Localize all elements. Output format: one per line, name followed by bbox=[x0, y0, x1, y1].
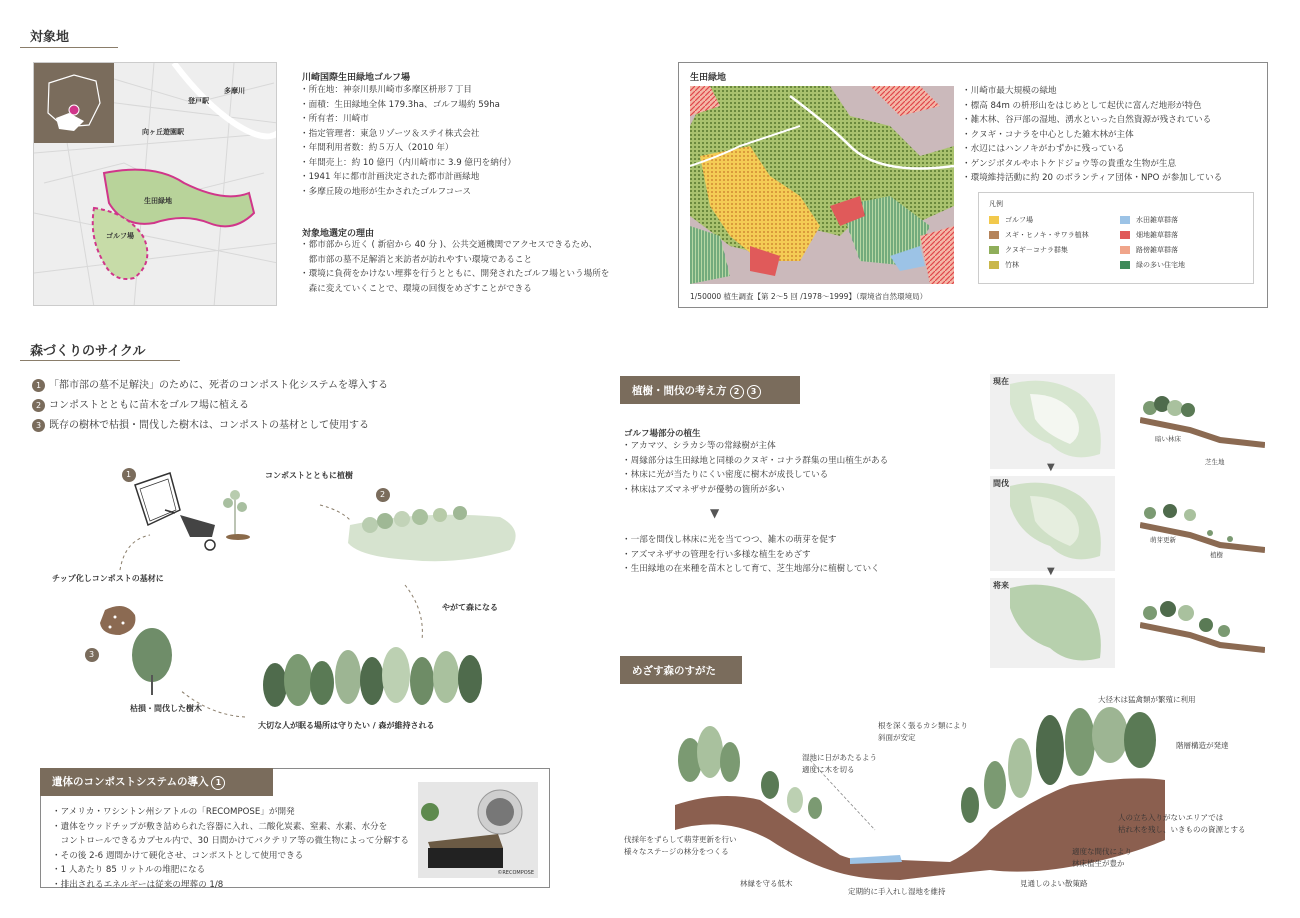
map-label-golf: ゴルフ場 bbox=[106, 232, 134, 240]
cycle-badge-3: 3 bbox=[89, 650, 95, 659]
note-big-tree: 大径木は猛禽類が繁殖に利用 bbox=[1098, 695, 1196, 704]
legend-field: 畑地雑草群落 bbox=[1120, 230, 1243, 240]
section-underline bbox=[20, 47, 118, 48]
reason-heading: 対象地選定の理由 bbox=[302, 229, 375, 239]
stage-now-note-a: 暗い林床 bbox=[1155, 435, 1181, 443]
stage-arrow-1: ▼ bbox=[1047, 462, 1055, 473]
site-heading: 川崎国際生田緑地ゴルフ場 bbox=[302, 73, 411, 83]
cycle-step-1: 1 「都市部の墓不足解決」のために、死者のコンポスト化システムを導入する bbox=[32, 376, 388, 396]
compost-title: 遺体のコンポストシステムの導入 1 bbox=[40, 768, 273, 796]
planting-heading: ゴルフ場部分の植生 bbox=[624, 429, 701, 439]
wheelbarrow-icon bbox=[165, 510, 215, 550]
note-thin: 適度な間伐により 林床植生が豊か bbox=[1072, 847, 1132, 868]
stage-thin-section bbox=[1140, 495, 1265, 555]
stage-thin-label: 間伐 bbox=[993, 479, 1009, 488]
note-edge: 林縁を守る低木 bbox=[740, 879, 793, 888]
planting-title: 植樹・間伐の考え方 2 3 bbox=[620, 376, 800, 404]
recompose-photo: ©RECOMPOSE bbox=[418, 782, 538, 878]
stage-future-map bbox=[990, 578, 1115, 668]
cycle-badge-1: 1 bbox=[126, 470, 132, 479]
legend-box: 凡例 ゴルフ場 水田雑草群落 スギ・ヒノキ・サワラ植林 畑地雑草群落 クヌギ－コナラ群集 路傍雑草群落 竹林 緑の多い住宅地 bbox=[978, 192, 1254, 284]
goal-title: めざす森のすがた bbox=[620, 656, 742, 684]
forest-cross-section bbox=[610, 690, 1290, 910]
cycle-label-plant: コンポストとともに植樹 bbox=[265, 471, 353, 480]
site-facts: ・所在地：神奈川県川崎市多摩区枡形７丁目 ・面積：生田緑地全体 179.3ha、ゴルフ場約 59ha ・所有者：川崎市 ・指定管理者：東急リゾーツ＆ステイ株式会社 ・年間利用者数：約５万人（2010 年） ・年間売上：約 10 億円（内川崎市に 3.9 億円を納付） ・1941 年に都市計画決定された都市計画緑地 ・多摩丘陵の地形が生かされたゴルフコース bbox=[300, 85, 516, 197]
cycle-step-2: 2 コンポストとともに苗木をゴルフ場に植える bbox=[32, 396, 388, 416]
section-underline bbox=[20, 360, 180, 361]
note-kashi: 根を深く張るカシ類により 斜面が安定 bbox=[878, 721, 968, 742]
ikuta-facts: ・川崎市最大規模の緑地 ・標高 84m の枡形山をはじめとして起伏に富んだ地形が特色 ・雑木林、谷戸部の湿地、湧水といった自然資源が残されている ・クヌギ・コナラを中心とした雑木林が主体 ・水辺にはハンノキがわずかに残っている ・ゲンジボタルやホトケドジョウ等の貴重な生物が生息 ・環境維持活動に約 20 のボランティア団体・NPO が参加している bbox=[962, 86, 1223, 183]
stage-now-label: 現在 bbox=[993, 377, 1009, 386]
map-label-ikuta: 生田緑地 bbox=[144, 197, 172, 205]
planting-list: ・アカマツ、シラカシ等の常緑樹が主体 ・周縁部分は生田緑地と同様のクヌギ・コナラ群集の里山植生がある ・林床に光が当たりにくい密度に樹木が成長している ・林床はアズマネザサが優勢の箇所が多い bbox=[622, 441, 889, 495]
cycle-label-forest: やがて森になる bbox=[442, 603, 498, 612]
legend-golf: ゴルフ場 bbox=[989, 215, 1112, 225]
forest-illustration bbox=[263, 647, 482, 707]
golf-course-illustration bbox=[348, 506, 516, 561]
legend-bamboo: 竹林 bbox=[989, 260, 1112, 270]
cycle-label-dead: 枯損・間伐した樹木 bbox=[130, 704, 202, 713]
vegetation-map bbox=[690, 86, 954, 284]
stage-thin-note-a: 萌芽更新 bbox=[1150, 536, 1176, 544]
site-map bbox=[33, 62, 277, 306]
legend-residential: 緑の多い住宅地 bbox=[1120, 260, 1243, 270]
cycle-label-protect: 大切な人が眠る場所は守りたい / 森が維持される bbox=[258, 721, 435, 730]
section-title-site: 対象地 bbox=[30, 30, 70, 45]
coffin-icon bbox=[135, 473, 180, 525]
stage-thin-note-b: 植樹 bbox=[1210, 551, 1223, 559]
cycle-diagram bbox=[30, 455, 590, 755]
planting-list-2: ・一部を間伐し林床に光を当てつつ、雑木の萌芽を促す ・アズマネザサの管理を行い多様な植生をめざす ・生田緑地の在来種を苗木として育て、芝生地部分に植樹していく bbox=[622, 535, 880, 574]
note-layer: 階層構造が発達 bbox=[1176, 741, 1229, 750]
stage-future-label: 将来 bbox=[993, 581, 1009, 590]
map-label-noborito: 登戸駅 bbox=[188, 97, 209, 105]
cycle-step-3: 3 既存の樹林で枯損・間伐した樹木は、コンポストの基材として使用する bbox=[32, 416, 388, 436]
note-rotate: 伐採年をずらして萌芽更新を行い 様々なステージの林分をつくる bbox=[624, 835, 737, 856]
stage-now-map bbox=[990, 374, 1115, 469]
compost-list: ・アメリカ・ワシントン州シアトルの「RECOMPOSE」が開発 ・遺体をウッドチップが敷き詰められた容器に入れ、二酸化炭素、窒素、水素、水分を コントロールできるカプセル内で、30 日間かけてバクテリア等の微生物によって分解する ・その後 2-6 週間かけて硬化させ、コンポストとして使用できる ・1 人あたり 85 リットルの堆肥になる ・排出されるエネルギーは従来の埋葬の 1/8 bbox=[52, 807, 409, 890]
sapling-icon bbox=[223, 490, 250, 540]
legend-roadside: 路傍雑草群落 bbox=[1120, 245, 1243, 255]
note-marsh: 定期的に手入れし湿地を維持 bbox=[848, 887, 946, 896]
legend-kunugi: クヌギ－コナラ群集 bbox=[989, 245, 1112, 255]
ikuta-title: 生田緑地 bbox=[690, 73, 727, 83]
map-label-mukougaoka: 向ヶ丘遊園駅 bbox=[142, 128, 184, 136]
reason-list: ・都市部から近く ( 新宿から 40 分 )、公共交通機関でアクセスできるため、 都市部の墓不足解消と来訪者が訪れやすい環境であること ・環境に負荷をかけない埋葬を行うとともに、開発されたゴルフ場という場所を 森に変えていくことで、環境の回復をめざすことができる bbox=[300, 240, 610, 294]
vegetation-caption: 1/50000 植生調査【第 2～5 回 /1978～1999】（環境省自然環境局） bbox=[690, 292, 928, 301]
cycle-label-chip: チップ化しコンポストの基材に bbox=[52, 574, 164, 583]
dead-tree-illustration bbox=[132, 628, 172, 695]
legend-cedar: スギ・ヒノキ・サワラ植林 bbox=[989, 230, 1112, 240]
stage-now-note-b: 芝生地 bbox=[1205, 458, 1225, 466]
section-title-cycle: 森づくりのサイクル bbox=[30, 344, 146, 359]
wood-chip-icon bbox=[100, 606, 135, 635]
map-label-tama: 多摩川 bbox=[224, 87, 245, 95]
legend-paddy: 水田雑草群落 bbox=[1120, 215, 1243, 225]
stage-future-section bbox=[1140, 595, 1265, 655]
cycle-steps bbox=[32, 376, 388, 436]
note-path: 見通しのよい散策路 bbox=[1020, 879, 1088, 888]
cycle-badge-2: 2 bbox=[380, 490, 386, 499]
note-no-entry: 人の立ち入りがないエリアでは 枯れ木を残し、いきものの資源とする bbox=[1118, 813, 1246, 834]
note-wet: 湿地に日があたるよう 適度に木を切る bbox=[802, 753, 877, 774]
stage-arrow-2: ▼ bbox=[1047, 566, 1055, 577]
stage-thin-map bbox=[990, 476, 1115, 571]
planting-arrow: ▼ bbox=[710, 506, 720, 520]
